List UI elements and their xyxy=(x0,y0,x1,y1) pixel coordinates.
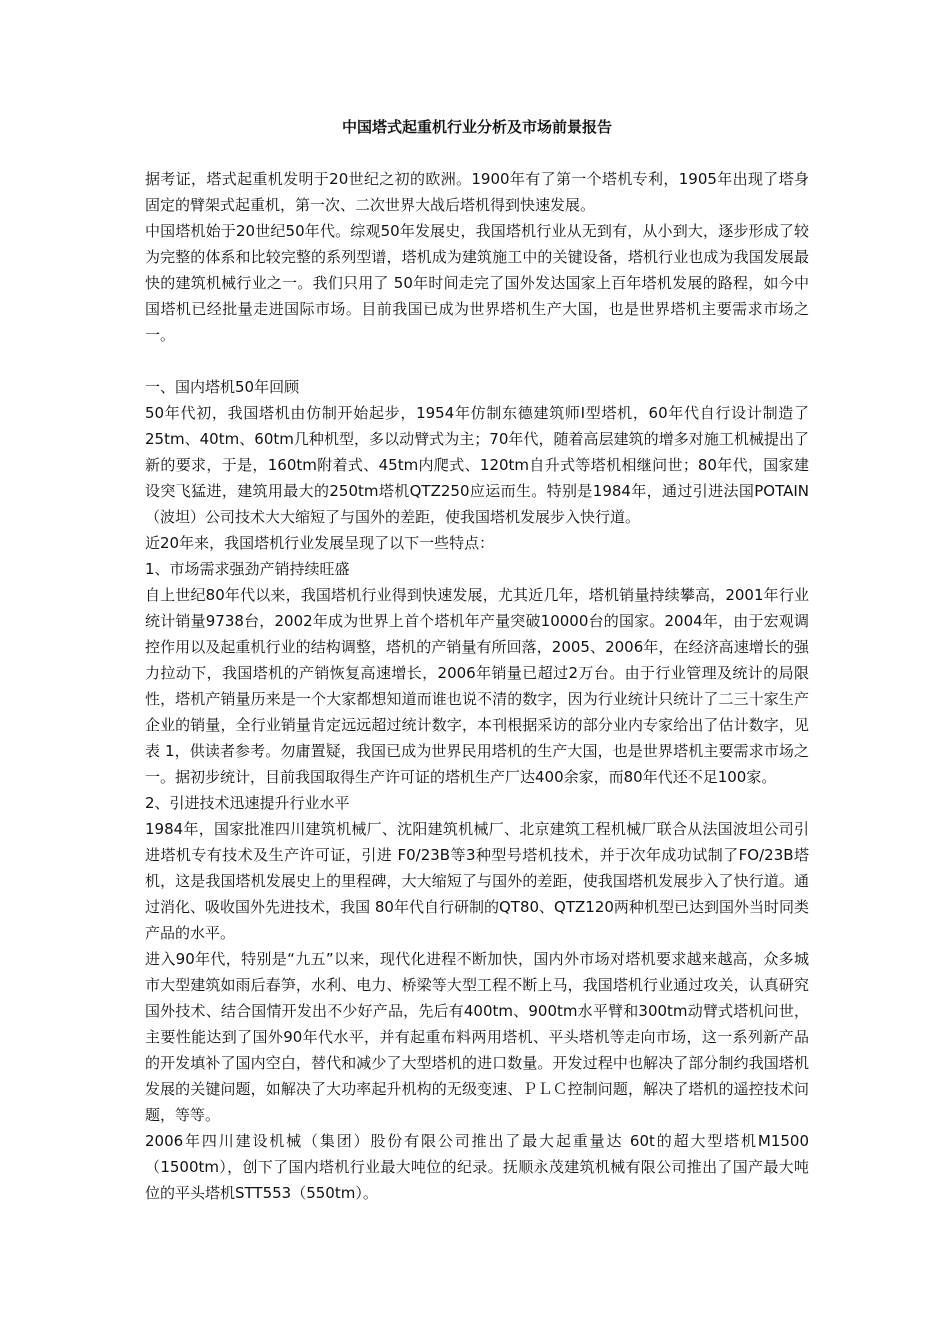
subsection-heading-1: 1、市场需求强劲产销持续旺盛 xyxy=(145,560,350,578)
section-heading-1: 一、国内塔机50年回顾 xyxy=(145,378,300,396)
section1-paragraph-2: 近20年来，我国塔机行业发展呈现了以下一些特点： xyxy=(145,534,495,552)
subsection2-paragraph-1: 1984年，国家批准四川建筑机械厂、沈阳建筑机械厂、北京建筑工程机械厂联合从法国波坦公司引进塔机专有技术及生产许可证，引进 F0/23B等3种型号塔机技术，并于次年成功试制了FO/23B塔机，这是我国塔机发展史上的里程碑，大大缩短了与国外的差距，使我国塔机发展步入了快行道。通过消化、吸收国外先进技术，我国 80年代自行研制的QT80、QTZ120两种机型已达到国外当时同类产品的水平。 xyxy=(145,820,809,942)
section1-paragraph-1: 50年代初，我国塔机由仿制开始起步，1954年仿制东德建筑师Ⅰ型塔机，60年代自行设计制造了25tm、40tm、60tm几种机型，多以动臂式为主；70年代，随着高层建筑的增多对施工机械提出了新的要求，于是，160tm附着式、45tm内爬式、120tm自升式等塔机相继问世；80年代，国家建设突飞猛进，建筑用最大的250tm塔机QTZ250应运而生。特别是1984年，通过引进法国POTAIN（波坦）公司技术大大缩短了与国外的差距，使我国塔机发展步入快行道。 xyxy=(145,404,809,526)
document-title: 中国塔式起重机行业分析及市场前景报告 xyxy=(341,118,612,136)
intro-paragraph-2: 中国塔机始于20世纪50年代。综观50年发展史，我国塔机行业从无到有，从小到大，逐步形成了较为完整的体系和比较完整的系列型谱，塔机成为建筑施工中的关键设备，塔机行业也成为我国发展最快的建筑机械行业之一。我们只用了 50年时间走完了国外发达国家上百年塔机发展的路程，如今中国塔机已经批量走进国际市场。目前我国已成为世界塔机生产大国，也是世界塔机主要需求市场之一。 xyxy=(145,222,809,344)
subsection2-paragraph-2: 进入90年代，特别是“九五”以来，现代化进程不断加快，国内外市场对塔机要求越来越高，众多城市大型建筑如雨后春笋，水利、电力、桥梁等大型工程不断上马，我国塔机行业通过攻关，认真研究国外技术、结合国情开发出不少好产品，先后有400tm、900tm水平臂和300tm动臂式塔机问世，主要性能达到了国外90年代水平，并有起重布料两用塔机、平头塔机等走向市场，这一系列新产品的开发填补了国内空白，替代和减少了大型塔机的进口数量。开发过程中也解决了部分制约我国塔机发展的关键问题，如解决了大功率起升机构的无级变速、ＰＬＣ控制问题，解决了塔机的遥控技术问题，等等。 xyxy=(145,950,809,1124)
subsection1-paragraph-1: 自上世纪80年代以来，我国塔机行业得到快速发展，尤其近几年，塔机销量持续攀高，2001年行业统计销量9738台，2002年成为世界上首个塔机年产量突破10000台的国家。2004年，由于宏观调控作用以及起重机行业的结构调整，塔机的产销量有所回落，2005、2006年，在经济高速增长的强力拉动下，我国塔机的产销恢复高速增长，2006年销量已超过2万台。由于行业管理及统计的局限性，塔机产销量历来是一个大家都想知道而谁也说不清的数字，因为行业统计只统计了二三十家生产企业的销量，全行业销量肯定远远超过统计数字，本刊根据采访的部分业内专家给出了估计数字，见表 1，供读者参考。勿庸置疑，我国已成为世界民用塔机的生产大国，也是世界塔机主要需求市场之一。据初步统计，目前我国取得生产许可证的塔机生产厂达400余家，而80年代还不足100家。 xyxy=(145,586,809,786)
intro-paragraph-1: 据考证，塔式起重机发明于20世纪之初的欧洲。1900年有了第一个塔机专利，1905年出现了塔身固定的臂架式起重机，第一次、二次世界大战后塔机得到快速发展。 xyxy=(145,170,809,214)
paragraph-gap xyxy=(145,348,809,374)
document-page xyxy=(145,114,809,1206)
subsection2-paragraph-3: 2006年四川建设机械（集团）股份有限公司推出了最大起重量达 60t的超大型塔机M1500（1500tm），创下了国内塔机行业最大吨位的纪录。抚顺永茂建筑机械有限公司推出了国产最大吨位的平头塔机STT553（550tm）。 xyxy=(145,1132,809,1202)
subsection-heading-2: 2、引进技术迅速提升行业水平 xyxy=(145,794,350,812)
